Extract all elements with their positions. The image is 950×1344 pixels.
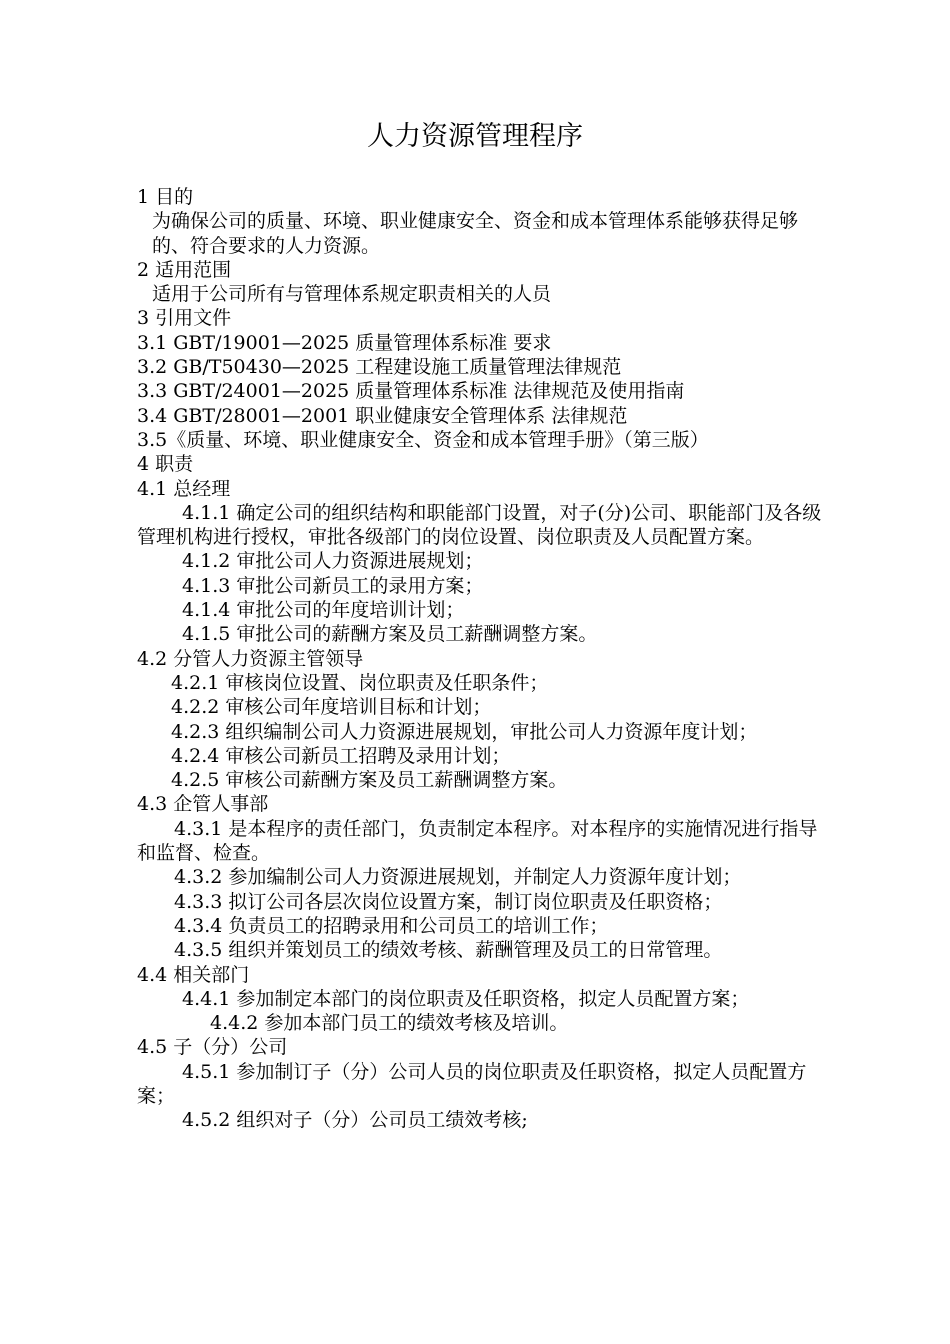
subsection-heading: 4.3 企管人事部 <box>137 793 269 816</box>
purpose-paragraph: 为确保公司的质量、环境、职业健康安全、资金和成本管理体系能够获得足够的、符合要求的人力资源。 <box>152 210 799 257</box>
responsibility-item: 4.3.1 是本程序的责任部门，负责制定本程序。对本程序的实施情况进行指导和监督、检查。 <box>137 817 818 865</box>
responsibility-item: 4.1.1 确定公司的组织结构和职能部门设置，对子(分)公司、职能部门及各级管理机构进行授权，审批各级部门的岗位设置、岗位职责及人员配置方案。 <box>137 501 822 549</box>
responsibility-item: 4.1.3 审批公司新员工的录用方案； <box>182 574 484 597</box>
responsibility-item: 4.2.1 审核岗位设置、岗位职责及任职条件； <box>171 671 549 694</box>
responsibility-item: 4.1.5 审批公司的薪酬方案及员工薪酬调整方案。 <box>182 623 598 646</box>
responsibility-item: 4.1.2 审批公司人力资源进展规划； <box>182 550 484 573</box>
responsibility-item: 4.5.1 参加制订子（分）公司人员的岗位职责及任职资格，拟定人员配置方案； <box>137 1060 807 1107</box>
section-heading-references: 3 引用文件 <box>137 307 232 330</box>
section-heading-purpose: 1 目的 <box>137 186 194 208</box>
responsibility-item: 4.2.5 审核公司薪酬方案及员工薪酬调整方案。 <box>171 769 568 792</box>
responsibility-item: 4.3.4 负责员工的招聘录用和公司员工的培训工作； <box>174 914 609 937</box>
responsibility-item: 4.1.4 审批公司的年度培训计划； <box>182 599 465 622</box>
responsibility-item: 4.3.3 拟订公司各层次岗位设置方案，制订岗位职责及任职资格； <box>174 890 723 913</box>
responsibility-item: 4.3.2 参加编制公司人力资源进展规划，并制定人力资源年度计划； <box>174 866 742 889</box>
subsection-heading: 4.1 总经理 <box>137 477 231 500</box>
reference-item: 3.3 GBT/24001—2025 质量管理体系标准 法律规范及使用指南 <box>137 380 685 403</box>
responsibility-item: 4.4.1 参加制定本部门的岗位职责及任职资格，拟定人员配置方案； <box>182 987 750 1010</box>
subsection-heading: 4.4 相关部门 <box>137 963 250 986</box>
document-title: 人力资源管理程序 <box>367 121 583 152</box>
responsibility-item: 4.3.5 组织并策划员工的绩效考核、薪酬管理及员工的日常管理。 <box>174 939 723 962</box>
responsibility-item: 4.4.2 参加本部门员工的绩效考核及培训。 <box>210 1012 569 1035</box>
reference-item: 3.5《质量、环境、职业健康安全、资金和成本管理手册》（第三版） <box>137 428 709 451</box>
section-heading-scope: 2 适用范围 <box>137 258 232 281</box>
reference-item: 3.4 GBT/28001—2001 职业健康安全管理体系 法律规范 <box>137 404 628 427</box>
responsibility-item: 4.2.4 审核公司新员工招聘及录用计划； <box>171 744 511 767</box>
subsection-heading: 4.5 子（分）公司 <box>137 1036 288 1059</box>
responsibility-item: 4.2.2 审核公司年度培训目标和计划； <box>171 696 492 719</box>
responsibility-item: 4.5.2 组织对子（分）公司员工绩效考核; <box>182 1109 528 1132</box>
scope-paragraph: 适用于公司所有与管理体系规定职责相关的人员 <box>152 283 552 306</box>
responsibility-item: 4.2.3 组织编制公司人力资源进展规划，审批公司人力资源年度计划； <box>171 720 758 743</box>
reference-item: 3.2 GB/T50430—2025 工程建设施工质量管理法律规范 <box>137 356 622 379</box>
subsection-heading: 4.2 分管人力资源主管领导 <box>137 647 364 670</box>
reference-item: 3.1 GBT/19001—2025 质量管理体系标准 要求 <box>137 331 552 354</box>
document-body <box>137 185 827 1133</box>
section-heading-responsibilities: 4 职责 <box>137 453 194 476</box>
